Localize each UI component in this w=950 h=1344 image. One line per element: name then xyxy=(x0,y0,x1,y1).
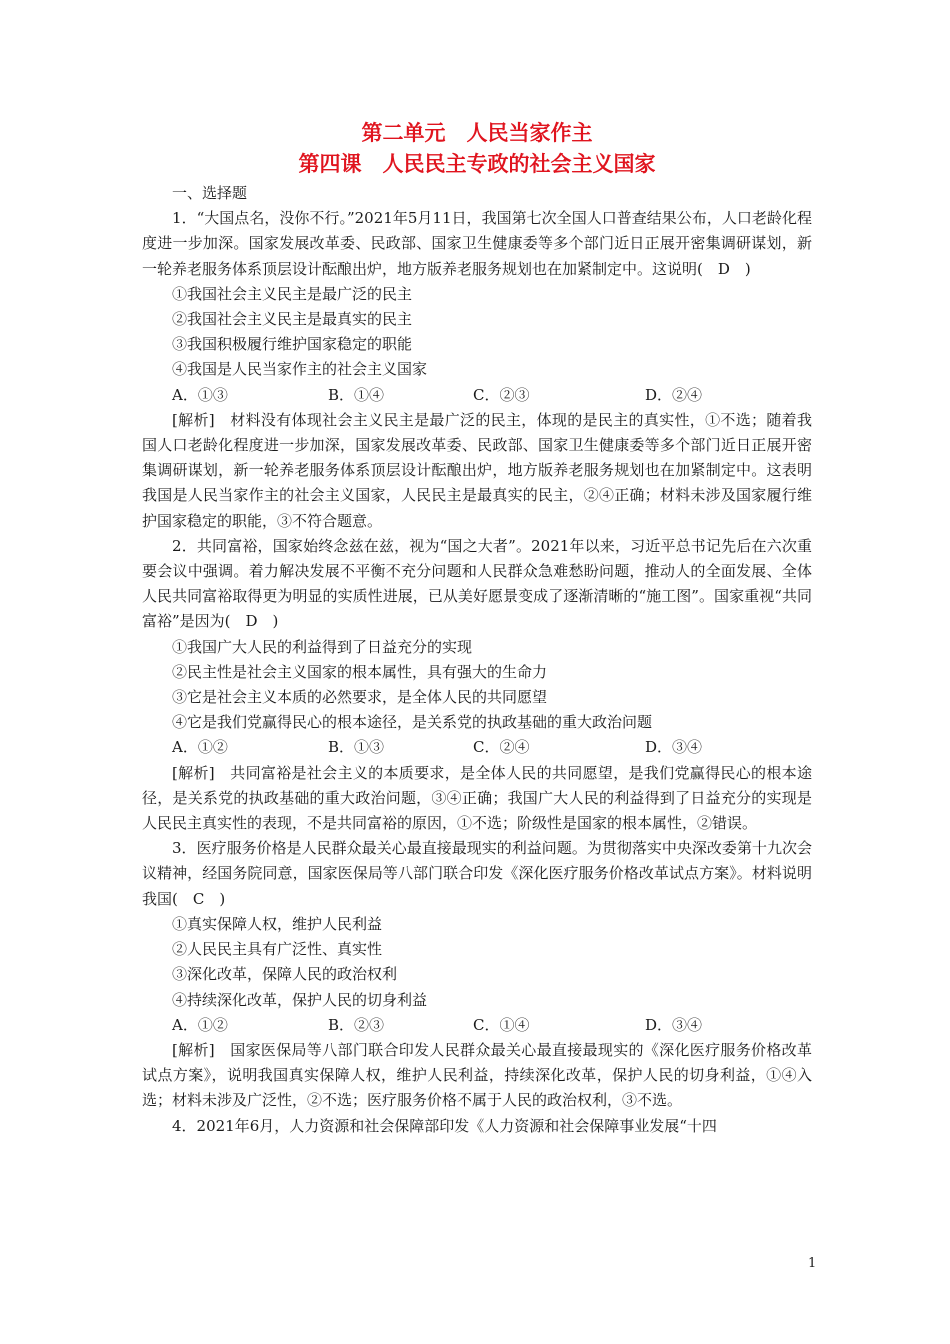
option-item: ②我国社会主义民主是最真实的民主 xyxy=(172,310,413,329)
analysis-text: [解析] 材料没有体现社会主义民主是最广泛的民主，体现的是民主的真实性，①不选；随着我国人口老龄化程度进一步加深，国家发展改革委、民政部、国家卫生健康委等多个部门近日正展开密集调研谋划，新一轮养老服务体系顶层设计酝酿出炉，地方版养老服务规划也在加紧制定中。这表明我国是人民当家作主的社会主义国家，人民民主是最真实的民主，②④正确；材料未涉及国家履行维护国家稳定的职能，③不符合题意。 xyxy=(142,410,812,530)
question-stem: 1．“大国点名，没你不行。”2021年5月11日，我国第七次全国人口普查结果公布，人口老龄化程度进一步加深。国家发展改革委、民政部、国家卫生健康委等多个部门近日正展开密集调研谋划，新一轮养老服务体系顶层设计酝酿出炉，地方版养老服务规划也在加紧制定中。这说明( D ) xyxy=(142,209,812,278)
option-item: ③深化改革，保障人民的政治权利 xyxy=(172,965,398,984)
analysis-text: [解析] 国家医保局等八部门联合印发人民群众最关心最直接最现实的《深化医疗服务价格改革试点方案》，说明我国真实保障人权，维护人民利益，持续深化改革，保护人民的切身利益，①④入选；材料未涉及广泛性，②不选；医疗服务价格不属于人民的政治权利，③不选。 xyxy=(142,1040,812,1110)
choice-b: B．①③ xyxy=(328,738,385,757)
analysis-text: [解析] 共同富裕是社会主义的本质要求，是全体人民的共同愿望，是我们党赢得民心的根本途径，是关系党的执政基础的重大政治问题，③④正确；我国广大人民的利益得到了日益充分的实现是人民民主真实性的表现，不是共同富裕的原因，①不选；阶级性是国家的根本属性，②错误。 xyxy=(142,763,812,833)
question-stem: 2．共同富裕，国家始终念兹在兹，视为“国之大者”。2021年以来，习近平总书记先后在六次重要会议中强调。着力解决发展不平衡不充分问题和人民群众急难愁盼问题，推动人的全面发展、全体人民共同富裕取得更为明显的实质性进展，已从美好愿景变成了逐渐清晰的“施工图”。国家重视“共同富裕”是因为( D ) xyxy=(142,536,812,631)
choice-c: C．②③ xyxy=(473,385,530,404)
choice-d: D．③④ xyxy=(645,738,703,757)
question-stem-partial: 4．2021年6月，人力资源和社会保障部印发《人力资源和社会保障事业发展“十四 xyxy=(172,1116,717,1135)
option-item: ①真实保障人权，维护人民利益 xyxy=(172,914,383,933)
unit-title: 第二单元 人民当家作主 xyxy=(361,121,593,145)
option-item: ②人民民主具有广泛性、真实性 xyxy=(172,940,383,959)
choice-c: C．①④ xyxy=(473,1015,530,1034)
option-item: ④持续深化改革，保护人民的切身利益 xyxy=(172,990,428,1009)
choice-a: A．①② xyxy=(172,1015,228,1034)
answer-choices xyxy=(142,1013,812,1038)
option-item: ①我国社会主义民主是最广泛的民主 xyxy=(172,284,413,303)
section-heading: 一、选择题 xyxy=(172,184,248,202)
choice-c: C．②④ xyxy=(473,738,530,757)
answer-choices xyxy=(142,383,812,408)
question-stem: 3．医疗服务价格是人民群众最关心最直接最现实的利益问题。为贯彻落实中央深改委第十九次会议精神，经国务院同意，国家医保局等八部门联合印发《深化医疗服务价格改革试点方案》。材料说明我国( C ) xyxy=(142,839,812,908)
answer-choices xyxy=(142,735,812,760)
choice-b: B．②③ xyxy=(328,1015,385,1034)
option-item: ④它是我们党赢得民心的根本途径，是关系党的执政基础的重大政治问题 xyxy=(172,713,653,732)
option-item: ②民主性是社会主义国家的根本属性，具有强大的生命力 xyxy=(172,662,548,681)
document-page xyxy=(142,118,812,1139)
option-item: ①我国广大人民的利益得到了日益充分的实现 xyxy=(172,637,473,656)
choice-a: A．①③ xyxy=(172,385,228,404)
option-item: ③我国积极履行维护国家稳定的职能 xyxy=(172,335,413,354)
choice-d: D．②④ xyxy=(645,385,703,404)
page-number: 1 xyxy=(808,1256,817,1271)
choice-b: B．①④ xyxy=(328,385,385,404)
choice-a: A．①② xyxy=(172,738,228,757)
choice-d: D．③④ xyxy=(645,1015,703,1034)
option-item: ④我国是人民当家作主的社会主义国家 xyxy=(172,360,428,379)
lesson-title: 第四课 人民民主专政的社会主义国家 xyxy=(298,152,656,176)
option-item: ③它是社会主义本质的必然要求，是全体人民的共同愿望 xyxy=(172,688,548,707)
